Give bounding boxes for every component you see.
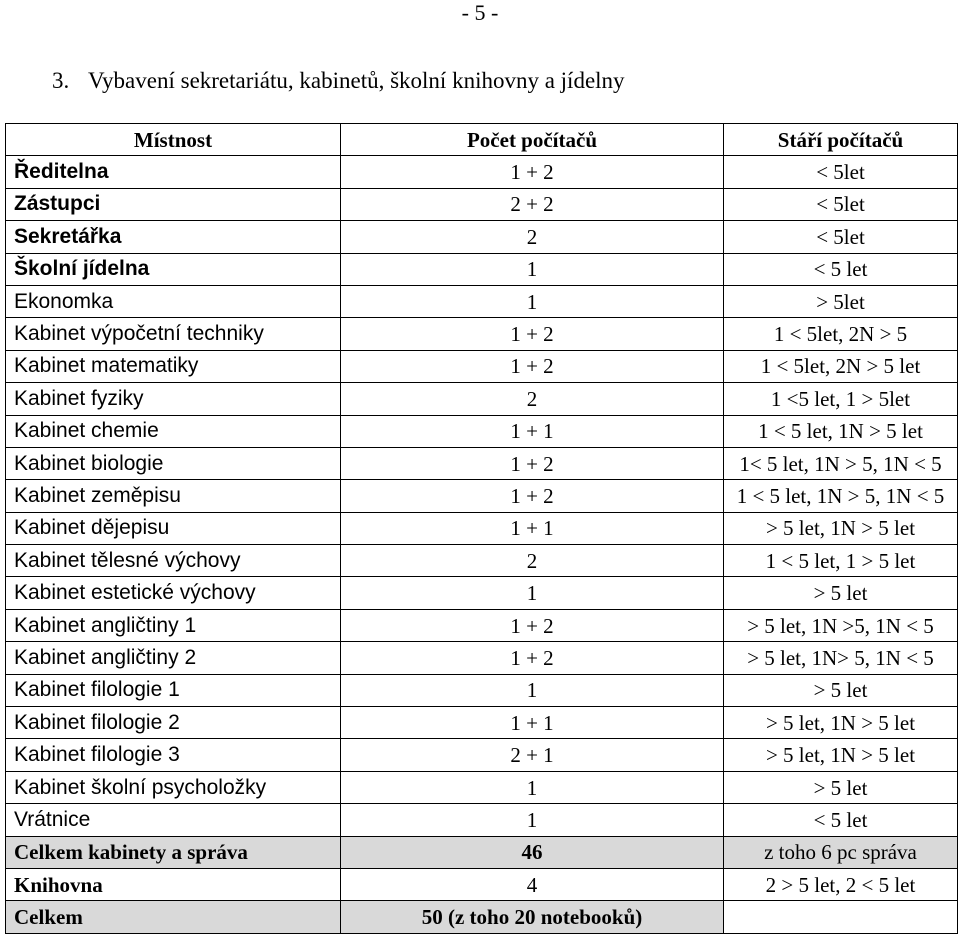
table-row <box>6 771 958 803</box>
room-cell: Sekretářka <box>6 221 341 253</box>
total-admin-label: Celkem kabinety a správa <box>6 836 341 868</box>
section-title: Vybavení sekretariátu, kabinetů, školní knihovny a jídelny <box>88 68 625 93</box>
count-cell: 1 <box>341 577 724 609</box>
room-cell: Školní jídelna <box>6 253 341 285</box>
count-cell: 1 + 2 <box>341 642 724 674</box>
room-cell: Kabinet filologie 2 <box>6 707 341 739</box>
count-cell: 1 <box>341 674 724 706</box>
room-cell: Kabinet chemie <box>6 415 341 447</box>
age-cell: < 5 let <box>724 804 958 836</box>
room-cell: Kabinet dějepisu <box>6 512 341 544</box>
count-cell: 1 + 2 <box>341 318 724 350</box>
age-cell: > 5 let, 1N > 5 let <box>724 512 958 544</box>
table-row <box>6 609 958 641</box>
age-cell: 1 <5 let, 1 > 5let <box>724 383 958 415</box>
table-row-library <box>6 868 958 900</box>
count-cell: 1 <box>341 285 724 317</box>
table-row <box>6 415 958 447</box>
total-admin-count: 46 <box>341 836 724 868</box>
table-row <box>6 350 958 382</box>
room-cell: Kabinet angličtiny 1 <box>6 609 341 641</box>
age-cell: < 5 let <box>724 253 958 285</box>
table-header-row <box>6 124 958 156</box>
count-cell: 1 + 2 <box>341 609 724 641</box>
age-cell: < 5let <box>724 188 958 220</box>
library-age: 2 > 5 let, 2 < 5 let <box>724 868 958 900</box>
table-row <box>6 447 958 479</box>
table-row <box>6 221 958 253</box>
room-cell: Kabinet tělesné výchovy <box>6 545 341 577</box>
table-body <box>6 156 958 836</box>
total-count: 50 (z toho 20 notebooků) <box>341 901 724 933</box>
age-cell: 1 < 5 let, 1 > 5 let <box>724 545 958 577</box>
count-cell: 2 <box>341 221 724 253</box>
age-cell: > 5 let <box>724 577 958 609</box>
room-cell: Kabinet fyziky <box>6 383 341 415</box>
library-count: 4 <box>341 868 724 900</box>
table-row <box>6 577 958 609</box>
page-number: - 5 - <box>461 0 499 25</box>
age-cell: 1 < 5let, 2N > 5 <box>724 318 958 350</box>
section-heading <box>52 67 625 95</box>
count-cell: 2 <box>341 545 724 577</box>
count-cell: 1 <box>341 804 724 836</box>
age-cell: 1 < 5let, 2N > 5 let <box>724 350 958 382</box>
table-row <box>6 674 958 706</box>
room-cell: Kabinet školní psycholožky <box>6 771 341 803</box>
table-row <box>6 318 958 350</box>
age-cell: > 5 let <box>724 771 958 803</box>
table-row <box>6 707 958 739</box>
count-cell: 1 <box>341 771 724 803</box>
age-cell: > 5 let, 1N > 5 let <box>724 739 958 771</box>
room-cell: Kabinet zeměpisu <box>6 480 341 512</box>
age-cell: > 5 let, 1N >5, 1N < 5 <box>724 609 958 641</box>
room-cell: Kabinet biologie <box>6 447 341 479</box>
table-row <box>6 642 958 674</box>
room-cell: Kabinet estetické výchovy <box>6 577 341 609</box>
count-cell: 1 + 2 <box>341 447 724 479</box>
library-label: Knihovna <box>6 868 341 900</box>
header-room: Místnost <box>6 124 341 156</box>
table-row <box>6 285 958 317</box>
header-age: Stáří počítačů <box>724 124 958 156</box>
count-cell: 2 <box>341 383 724 415</box>
room-cell: Kabinet filologie 1 <box>6 674 341 706</box>
room-cell: Vrátnice <box>6 804 341 836</box>
table-row <box>6 739 958 771</box>
table-row <box>6 156 958 188</box>
equipment-table <box>5 123 958 934</box>
room-cell: Kabinet filologie 3 <box>6 739 341 771</box>
section-number: 3. <box>52 68 70 93</box>
age-cell: 1 < 5 let, 1N > 5, 1N < 5 <box>724 480 958 512</box>
table-row-total-admin <box>6 836 958 868</box>
count-cell: 1 + 2 <box>341 480 724 512</box>
age-cell: 1< 5 let, 1N > 5, 1N < 5 <box>724 447 958 479</box>
count-cell: 2 + 2 <box>341 188 724 220</box>
table-row <box>6 383 958 415</box>
total-admin-note: z toho 6 pc správa <box>724 836 958 868</box>
count-cell: 1 + 2 <box>341 156 724 188</box>
count-cell: 1 + 1 <box>341 415 724 447</box>
total-empty-cell <box>724 901 958 933</box>
table-row <box>6 188 958 220</box>
age-cell: < 5let <box>724 156 958 188</box>
count-cell: 2 + 1 <box>341 739 724 771</box>
age-cell: < 5let <box>724 221 958 253</box>
room-cell: Kabinet matematiky <box>6 350 341 382</box>
table-row <box>6 804 958 836</box>
count-cell: 1 + 1 <box>341 512 724 544</box>
table-row-total <box>6 901 958 933</box>
age-cell: > 5 let, 1N> 5, 1N < 5 <box>724 642 958 674</box>
count-cell: 1 <box>341 253 724 285</box>
count-cell: 1 + 1 <box>341 707 724 739</box>
count-cell: 1 + 2 <box>341 350 724 382</box>
total-label: Celkem <box>6 901 341 933</box>
age-cell: 1 < 5 let, 1N > 5 let <box>724 415 958 447</box>
room-cell: Ekonomka <box>6 285 341 317</box>
room-cell: Ředitelna <box>6 156 341 188</box>
room-cell: Kabinet angličtiny 2 <box>6 642 341 674</box>
header-count: Počet počítačů <box>341 124 724 156</box>
age-cell: > 5 let <box>724 674 958 706</box>
table-row <box>6 512 958 544</box>
room-cell: Zástupci <box>6 188 341 220</box>
table-row <box>6 480 958 512</box>
room-cell: Kabinet výpočetní techniky <box>6 318 341 350</box>
table-row <box>6 545 958 577</box>
age-cell: > 5let <box>724 285 958 317</box>
table-row <box>6 253 958 285</box>
age-cell: > 5 let, 1N > 5 let <box>724 707 958 739</box>
